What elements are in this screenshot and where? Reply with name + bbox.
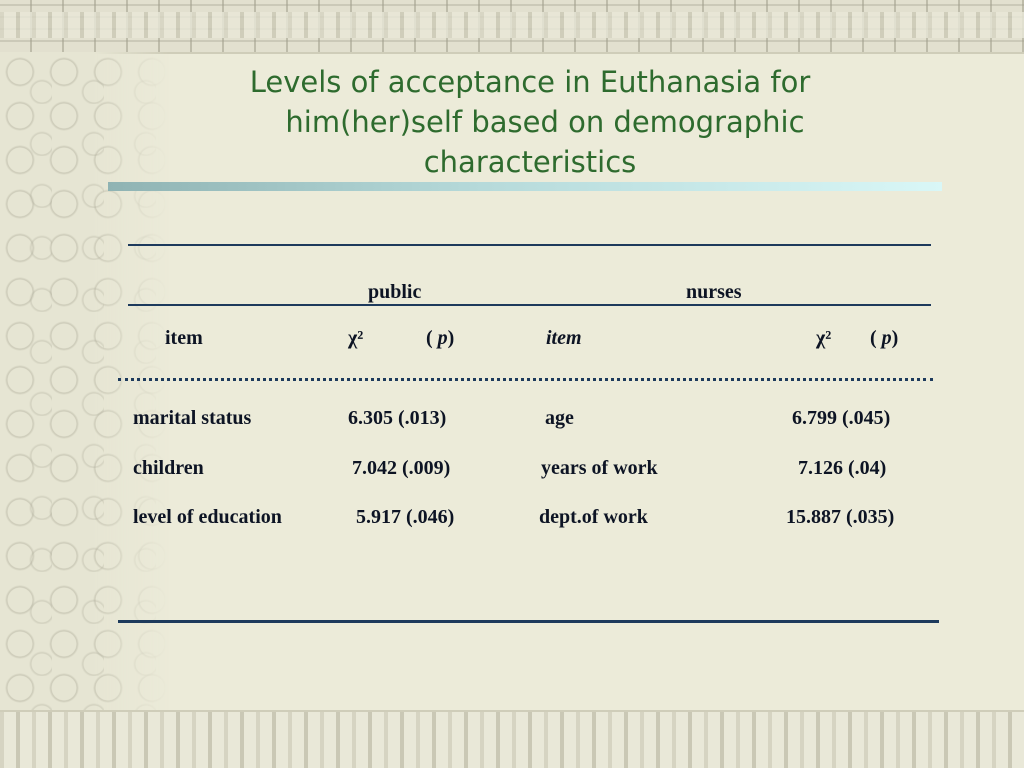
table-row-2-item: children bbox=[133, 457, 204, 479]
table-row-3-item: level of education bbox=[133, 506, 282, 528]
slide-title bbox=[180, 62, 880, 182]
table-row-3-chi-nurses: 15.887 (.035) bbox=[786, 506, 895, 528]
col-header-item-nurses: item bbox=[546, 327, 582, 349]
col-header-p: ( p) bbox=[426, 327, 455, 349]
table-row-1-chi-nurses: 6.799 (.045) bbox=[792, 407, 891, 429]
title-line-3: characteristics bbox=[423, 145, 637, 179]
title-line-1: Levels of acceptance in Euthanasia for bbox=[249, 65, 811, 99]
table-row-3-item-nurses: dept.of work bbox=[539, 506, 648, 528]
table-top-rule bbox=[128, 244, 931, 246]
dotted-separator bbox=[118, 370, 933, 381]
table-bottom-rule bbox=[118, 620, 939, 623]
table-row-2-chi-nurses: 7.126 (.04) bbox=[798, 457, 887, 479]
col-header-chi-square-nurses: χ² bbox=[816, 327, 832, 349]
title-underline bbox=[108, 182, 942, 191]
group-header-public: public bbox=[368, 281, 422, 303]
table-row-3-chi: 5.917 (.046) bbox=[356, 506, 455, 528]
decorative-top-border bbox=[0, 0, 1024, 54]
col-header-chi-square: χ² bbox=[348, 327, 364, 349]
table-row-1-chi: 6.305 (.013) bbox=[348, 407, 447, 429]
col-header-p-nurses: ( p) bbox=[870, 327, 899, 349]
col-header-item: item bbox=[165, 327, 203, 349]
decorative-left-border bbox=[0, 52, 170, 712]
group-header-nurses: nurses bbox=[686, 281, 742, 303]
title-line-2: him(her)self based on demographic bbox=[285, 105, 805, 139]
decorative-bottom-border bbox=[0, 710, 1024, 768]
header-rule bbox=[128, 304, 931, 306]
table-row-1-item-nurses: age bbox=[545, 407, 574, 429]
table-row-1-item: marital status bbox=[133, 407, 252, 429]
table-row-2-item-nurses: years of work bbox=[541, 457, 658, 479]
table-row-2-chi: 7.042 (.009) bbox=[352, 457, 451, 479]
